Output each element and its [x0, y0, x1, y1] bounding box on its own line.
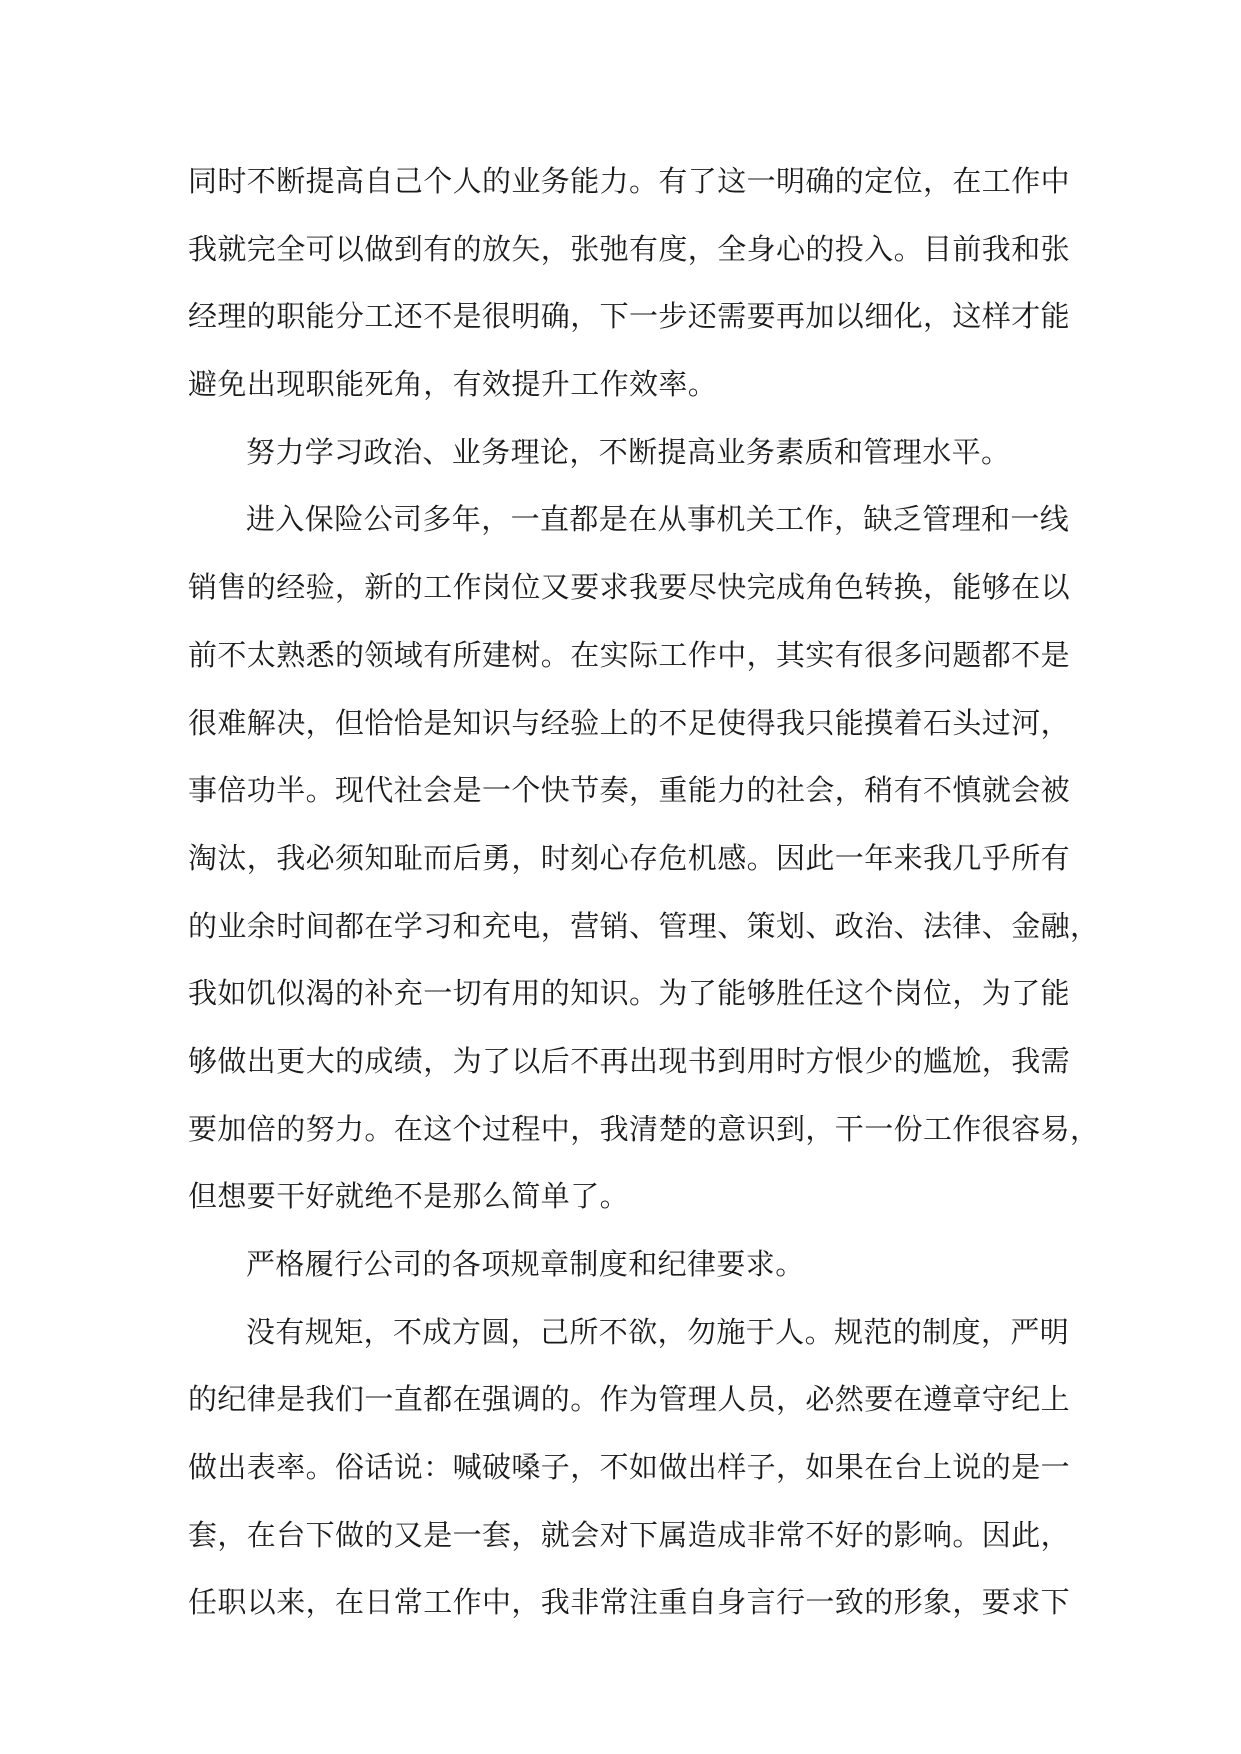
text-line: 任职以来，在日常工作中，我非常注重自身言行一致的形象，要求下: [188, 1585, 1071, 1620]
text-line: 我如饥似渴的补充一切有用的知识。为了能够胜任这个岗位，为了能: [188, 976, 1071, 1011]
text-line: 进入保险公司多年，一直都是在从事机关工作，缺乏管理和一线: [246, 502, 1070, 537]
text-line: 同时不断提高自己个人的业务能力。有了这一明确的定位，在工作中: [188, 164, 1071, 198]
text-line: 避免出现职能死角，有效提升工作效率。: [188, 367, 718, 402]
text-line: 没有规矩，不成方圆，己所不欲，勿施于人。规范的制度，严明: [246, 1314, 1070, 1349]
text-line: 但想要干好就绝不是那么简单了。: [188, 1179, 630, 1214]
text-line: 销售的经验，新的工作岗位又要求我要尽快完成角色转换，能够在以: [188, 570, 1071, 605]
text-line: 经理的职能分工还不是很明确，下一步还需要再加以细化，这样才能: [188, 299, 1071, 334]
text-line: 做出表率。俗话说：喊破嗓子，不如做出样子，如果在台上说的是一: [188, 1450, 1071, 1485]
text-line: 淘汰，我必须知耻而后勇，时刻心存危机感。因此一年来我几乎所有: [188, 840, 1071, 875]
text-line: 事倍功半。现代社会是一个快节奏，重能力的社会，稍有不慎就会被: [188, 773, 1071, 808]
text-line: 套，在台下做的又是一套，就会对下属造成非常不好的影响。因此，: [188, 1517, 1071, 1552]
text-line: 的纪律是我们一直都在强调的。作为管理人员，必然要在遵章守纪上: [188, 1382, 1071, 1417]
text-line: 够做出更大的成绩，为了以后不再出现书到用时方恨少的尴尬，我需: [188, 1043, 1071, 1078]
text-line: 严格履行公司的各项规章制度和纪律要求。: [246, 1247, 805, 1281]
text-line: 的业余时间都在学习和充电，营销、管理、策划、政治、法律、金融，: [188, 908, 1100, 943]
text-line: 要加倍的努力。在这个过程中，我清楚的意识到，干一份工作很容易，: [188, 1111, 1100, 1146]
document-body: [188, 148, 1100, 1637]
text-line: 前不太熟悉的领域有所建树。在实际工作中，其实有很多问题都不是: [188, 637, 1071, 672]
text-line: 我就完全可以做到有的放矢，张弛有度，全身心的投入。目前我和张: [188, 231, 1071, 266]
text-line: 努力学习政治、业务理论，不断提高业务素质和管理水平。: [246, 434, 1011, 469]
text-line: 很难解决，但恰恰是知识与经验上的不足使得我只能摸着石头过河，: [188, 705, 1071, 740]
